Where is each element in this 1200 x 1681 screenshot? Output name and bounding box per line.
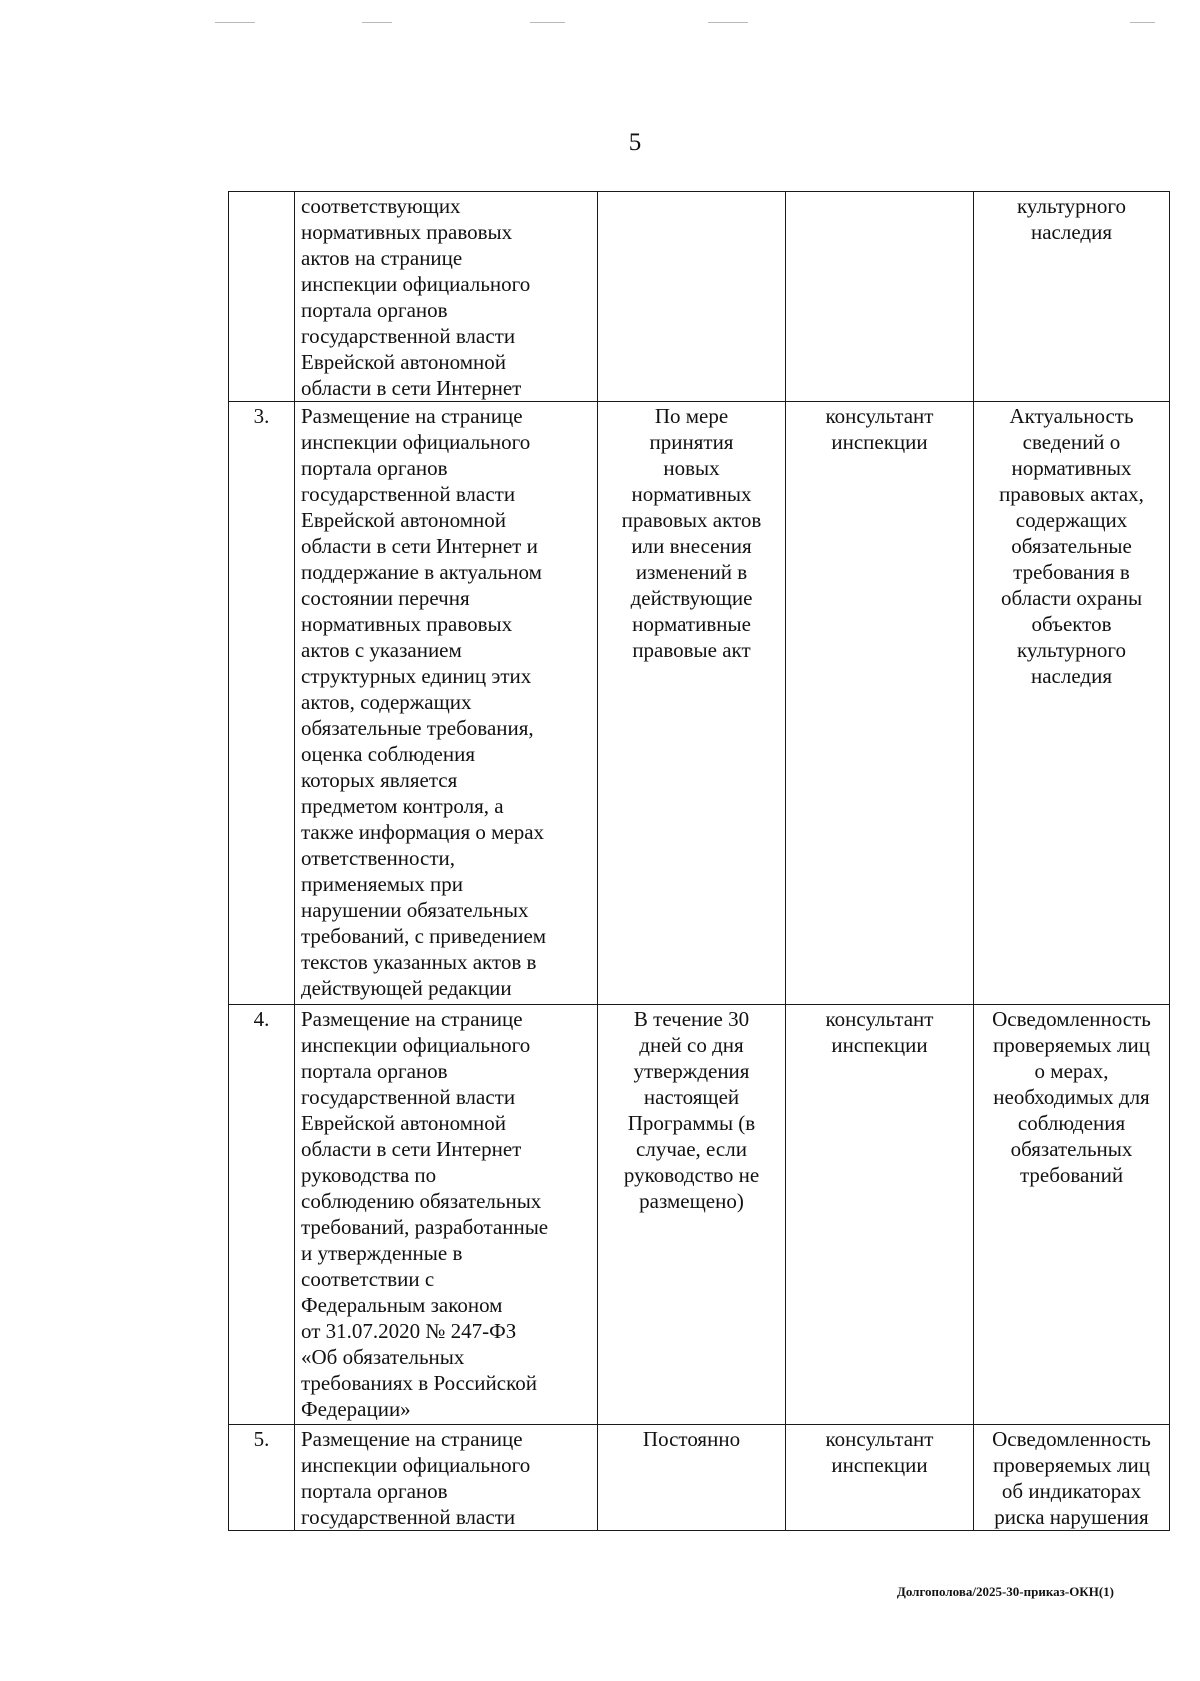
cell-line: нормативных <box>631 482 752 506</box>
scan-artifact <box>362 22 392 23</box>
cell-line: инспекции <box>831 1033 928 1057</box>
cell-line: структурных единиц этих <box>301 664 532 688</box>
table-row <box>229 192 1170 402</box>
cell-line: случае, если <box>636 1137 747 1161</box>
cell-line: Еврейской автономной <box>301 350 506 374</box>
cell-term <box>598 1005 786 1425</box>
cell-line: консультант <box>825 1007 934 1031</box>
cell-line: Программы (в <box>627 1111 756 1135</box>
cell-line: требования в <box>1013 560 1130 584</box>
cell-line: По мере <box>654 404 729 428</box>
cell-line: Еврейской автономной <box>301 508 506 532</box>
scan-artifact <box>708 22 748 23</box>
cell-line: Размещение на странице <box>301 1007 523 1031</box>
cell-term <box>598 192 786 402</box>
scan-artifact <box>215 22 255 23</box>
cell-line: нормативные <box>632 612 751 636</box>
cell-line: Постоянно <box>642 1427 741 1451</box>
cell-result <box>974 1005 1170 1425</box>
scan-artifact <box>1130 22 1155 23</box>
cell-line: соответствующих <box>301 194 461 218</box>
cell-line: правовых актах, <box>999 482 1144 506</box>
cell-line: ответственности, <box>301 846 456 870</box>
cell-result <box>974 192 1170 402</box>
cell-line: портала органов <box>301 298 448 322</box>
cell-number: 4. <box>229 1005 295 1425</box>
cell-line: сведений о <box>1022 430 1121 454</box>
cell-line: Осведомленность <box>992 1007 1151 1031</box>
table-row <box>229 1425 1170 1531</box>
cell-line: культурного <box>1017 638 1126 662</box>
cell-line: состоянии перечня <box>301 586 470 610</box>
cell-line: нормативных <box>1011 456 1132 480</box>
cell-line: действующие <box>630 586 753 610</box>
cell-line: также информация о мерах <box>301 820 545 844</box>
cell-activity <box>295 1425 598 1531</box>
cell-line: инспекции <box>831 1453 928 1477</box>
cell-line: правовых актов <box>621 508 762 532</box>
cell-line: объектов <box>1031 612 1112 636</box>
cell-line: Осведомленность <box>992 1427 1151 1451</box>
cell-line: содержащих <box>1015 508 1128 532</box>
cell-number <box>229 192 295 402</box>
cell-line: требованиях в Российской <box>301 1371 537 1395</box>
cell-line: предметом контроля, а <box>301 794 504 818</box>
cell-activity <box>295 192 598 402</box>
cell-number: 5. <box>229 1425 295 1531</box>
cell-line: актов с указанием <box>301 638 462 662</box>
cell-line: государственной власти <box>301 1505 516 1529</box>
table-row <box>229 1005 1170 1425</box>
cell-line: инспекции <box>831 430 928 454</box>
cell-line: или внесения <box>631 534 752 558</box>
cell-result <box>974 1425 1170 1531</box>
cell-line: государственной власти <box>301 482 516 506</box>
cell-line: наследия <box>1031 664 1112 688</box>
scan-artifact <box>530 22 565 23</box>
cell-line: от 31.07.2020 № 247-ФЗ <box>301 1319 517 1343</box>
cell-line: соблюдения <box>1017 1111 1126 1135</box>
activity-plan-table <box>228 191 1170 1531</box>
cell-line: поддержание в актуальном <box>301 560 542 584</box>
cell-line: правовые акт <box>632 638 751 662</box>
cell-line: соблюдению обязательных <box>301 1189 542 1213</box>
cell-line: актов на странице <box>301 246 463 270</box>
cell-line: области охраны <box>1000 586 1143 610</box>
cell-line: текстов указанных актов в <box>301 950 537 974</box>
cell-line: которых является <box>301 768 458 792</box>
cell-line: настоящей <box>643 1085 740 1109</box>
cell-line: Еврейской автономной <box>301 1111 506 1135</box>
cell-line: риска нарушения <box>994 1505 1149 1529</box>
cell-line: Актуальность <box>1009 404 1134 428</box>
cell-line: актов, содержащих <box>301 690 472 714</box>
cell-number: 3. <box>229 402 295 1005</box>
cell-line: государственной власти <box>301 324 516 348</box>
document-reference: Долгополова/2025-30-приказ-ОКН(1) <box>896 1584 1114 1599</box>
table-row <box>229 402 1170 1005</box>
cell-responsible <box>786 1425 974 1531</box>
cell-line: нормативных правовых <box>301 612 513 636</box>
cell-activity <box>295 402 598 1005</box>
cell-line: «Об обязательных <box>301 1345 465 1369</box>
cell-line: об индикаторах <box>1001 1479 1142 1503</box>
cell-line: инспекции официального <box>301 1033 531 1057</box>
cell-line: консультант <box>825 1427 934 1451</box>
cell-line: наследия <box>1031 220 1112 244</box>
cell-line: руководства по <box>301 1163 437 1187</box>
cell-line: государственной власти <box>301 1085 516 1109</box>
cell-line: требований, с приведением <box>301 924 547 948</box>
cell-line: области в сети Интернет <box>301 1137 522 1161</box>
cell-line: обязательных <box>1010 1137 1133 1161</box>
cell-line: новых <box>663 456 720 480</box>
cell-line: необходимых для <box>993 1085 1150 1109</box>
cell-line: области в сети Интернет <box>301 376 522 400</box>
cell-line: Федерации» <box>301 1397 411 1421</box>
cell-line: Размещение на странице <box>301 1427 523 1451</box>
cell-line: Федеральным законом <box>301 1293 503 1317</box>
cell-line: обязательные требования, <box>301 716 534 740</box>
cell-term <box>598 1425 786 1531</box>
cell-line: принятия <box>649 430 734 454</box>
cell-line: обязательные <box>1011 534 1132 558</box>
cell-line: В течение 30 <box>633 1007 750 1031</box>
cell-responsible <box>786 402 974 1005</box>
cell-line: нормативных правовых <box>301 220 513 244</box>
cell-line: портала органов <box>301 1059 448 1083</box>
cell-line: проверяемых лиц <box>993 1453 1150 1477</box>
cell-responsible <box>786 192 974 402</box>
cell-line: портала органов <box>301 1479 448 1503</box>
cell-term <box>598 402 786 1005</box>
cell-line: соответствии с <box>301 1267 435 1291</box>
cell-line: области в сети Интернет и <box>301 534 538 558</box>
cell-result <box>974 402 1170 1005</box>
cell-line: руководство не <box>623 1163 760 1187</box>
cell-line: применяемых при <box>301 872 463 896</box>
cell-line: о мерах, <box>1034 1059 1109 1083</box>
cell-line: дней со дня <box>639 1033 744 1057</box>
cell-line: нарушении обязательных <box>301 898 529 922</box>
cell-line: требований, разработанные <box>301 1215 549 1239</box>
cell-line: портала органов <box>301 456 448 480</box>
cell-line: инспекции официального <box>301 272 531 296</box>
cell-line: Размещение на странице <box>301 404 523 428</box>
table-body <box>229 192 1170 1531</box>
cell-line: инспекции официального <box>301 1453 531 1477</box>
cell-line: требований <box>1019 1163 1124 1187</box>
cell-line: консультант <box>825 404 934 428</box>
cell-line: оценка соблюдения <box>301 742 475 766</box>
cell-activity <box>295 1005 598 1425</box>
cell-line: изменений в <box>635 560 748 584</box>
cell-line: размещено) <box>639 1189 744 1213</box>
cell-line: и утвержденные в <box>301 1241 463 1265</box>
cell-line: культурного <box>1017 194 1126 218</box>
page-number: 5 <box>628 129 642 156</box>
cell-line: утверждения <box>633 1059 750 1083</box>
cell-line: действующей редакции <box>301 976 512 1000</box>
cell-responsible <box>786 1005 974 1425</box>
cell-line: проверяемых лиц <box>993 1033 1150 1057</box>
cell-line: инспекции официального <box>301 430 531 454</box>
